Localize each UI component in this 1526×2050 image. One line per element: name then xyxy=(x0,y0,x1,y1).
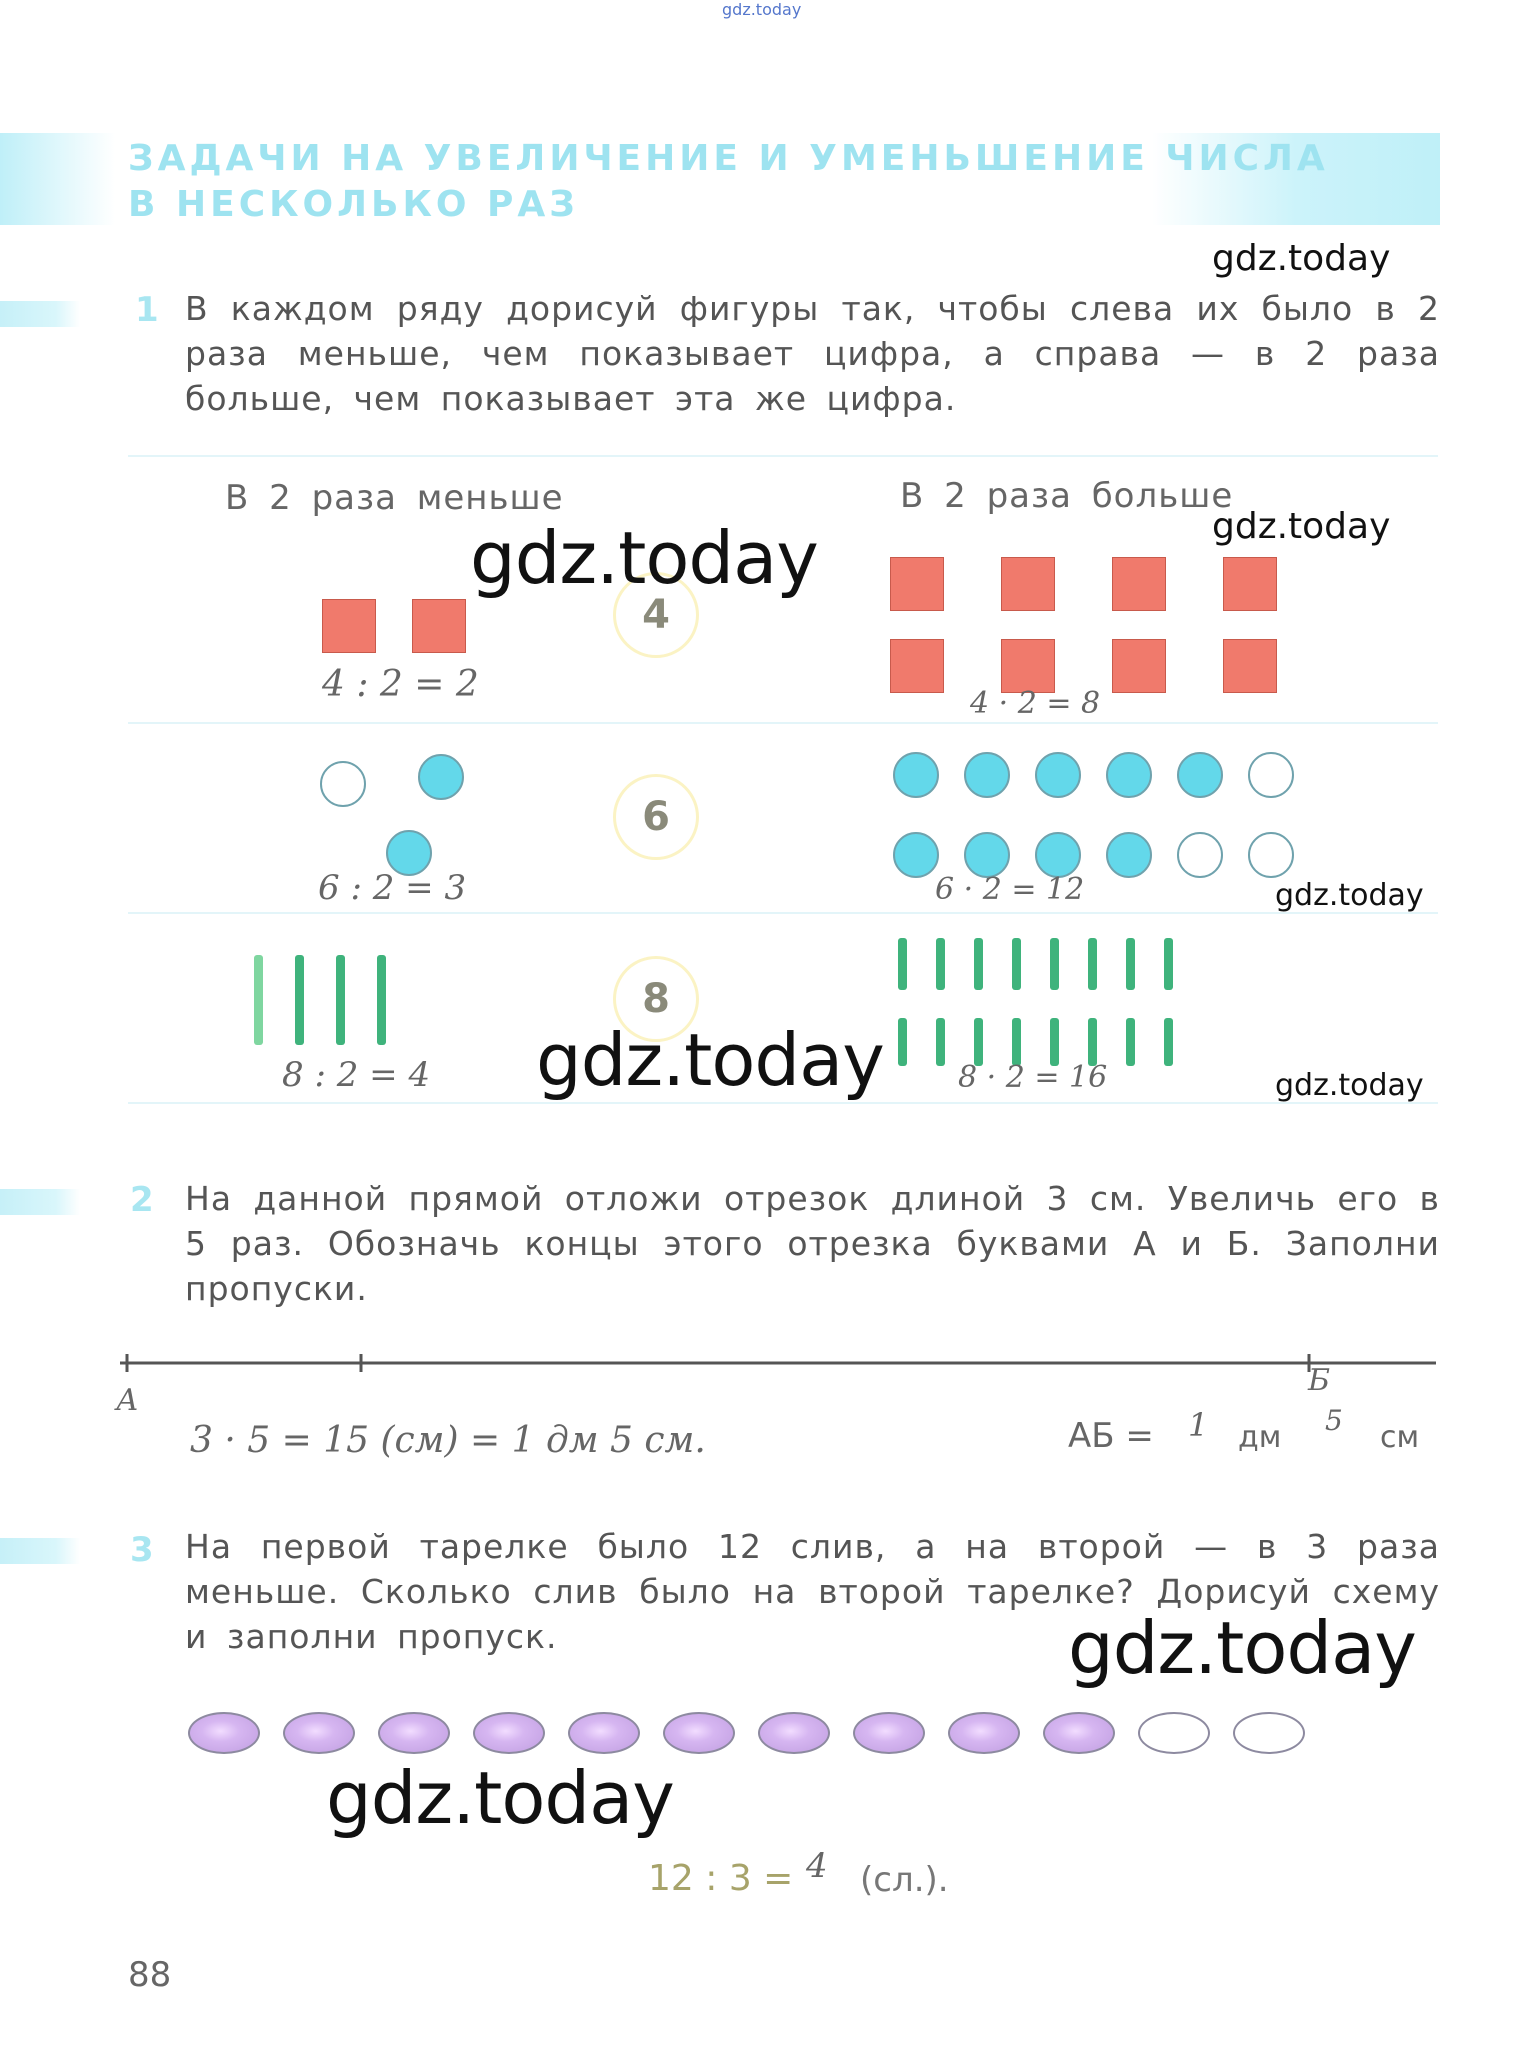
stick-shape xyxy=(1050,938,1059,990)
plum-shape xyxy=(948,1712,1020,1754)
digit-4-circle: 4 xyxy=(613,572,699,658)
stick-shape xyxy=(936,1018,945,1066)
row-4-left-expression: 4 : 2 = 2 xyxy=(322,664,479,705)
square-shape xyxy=(1001,557,1055,611)
stick-shape xyxy=(936,938,945,990)
stick-shape xyxy=(1012,938,1021,990)
plum-shape xyxy=(283,1712,355,1754)
square-shape xyxy=(890,557,944,611)
watermark: gdz.today xyxy=(1275,1068,1424,1103)
row-6-right-expression: 6 · 2 = 12 xyxy=(935,872,1085,907)
unit-cm: см xyxy=(1380,1420,1420,1455)
stick-shape xyxy=(1126,938,1135,990)
row-8-right-expression: 8 · 2 = 16 xyxy=(958,1060,1108,1095)
square-shape xyxy=(1223,557,1277,611)
stick-shape xyxy=(295,955,304,1045)
square-shape xyxy=(1001,639,1055,693)
circle-shape xyxy=(320,761,366,807)
watermark-top: gdz.today xyxy=(722,0,802,19)
circle-shape xyxy=(893,752,939,798)
circle-shape xyxy=(964,752,1010,798)
heading-line-2: В НЕСКОЛЬКО РАЗ xyxy=(128,184,579,225)
row-8-left-expression: 8 : 2 = 4 xyxy=(282,1055,431,1095)
plum-shape xyxy=(568,1712,640,1754)
digit-8-circle: 8 xyxy=(613,956,699,1042)
square-shape xyxy=(1112,557,1166,611)
stick-shape xyxy=(1164,1018,1173,1066)
stick-shape xyxy=(336,955,345,1045)
stick-shape xyxy=(898,1018,907,1066)
page-heading xyxy=(128,136,1329,228)
square-shape xyxy=(890,639,944,693)
stick-shape xyxy=(377,955,386,1045)
table-row-divider-2 xyxy=(128,912,1438,914)
square-shape xyxy=(322,599,376,653)
task-3-text: На первой тарелке было 12 слив, а на второй — в 3 раза меньше. Сколько слив было на второй тарелке? Дорисуй схему и заполни пропуск. xyxy=(185,1527,1440,1656)
table-row-divider-1 xyxy=(128,722,1438,724)
square-shape xyxy=(412,599,466,653)
stick-shape xyxy=(1088,1018,1097,1066)
watermark: gdz.today xyxy=(1212,238,1391,279)
page-number: 88 xyxy=(128,1955,172,1995)
watermark: gdz.today xyxy=(470,516,818,600)
watermark: gdz.today xyxy=(1068,1606,1416,1690)
row-4-right-expression: 4 · 2 = 8 xyxy=(970,686,1101,721)
stick-shape xyxy=(974,1018,983,1066)
plum-shape xyxy=(853,1712,925,1754)
column-header-left: В 2 раза меньше xyxy=(225,478,564,518)
circle-shape xyxy=(1248,832,1294,878)
circle-shape xyxy=(893,832,939,878)
stick-shape xyxy=(974,938,983,990)
column-header-right: В 2 раза больше xyxy=(900,476,1234,516)
point-b-label: Б xyxy=(1308,1363,1331,1398)
square-shape xyxy=(1223,639,1277,693)
answer-cm-value: 5 xyxy=(1325,1404,1343,1437)
stick-shape xyxy=(1050,1018,1059,1066)
answer-dm-value: 1 xyxy=(1188,1406,1209,1444)
stick-shape xyxy=(898,938,907,990)
circle-shape xyxy=(1106,832,1152,878)
circle-shape xyxy=(1035,752,1081,798)
plum-shape xyxy=(378,1712,450,1754)
stick-shape xyxy=(254,955,263,1045)
watermark: gdz.today xyxy=(1275,878,1424,913)
task-3-expression-suffix: (сл.). xyxy=(860,1860,949,1900)
digit-6-circle: 6 xyxy=(613,774,699,860)
task-1-number-band xyxy=(0,301,80,327)
plum-shape xyxy=(1043,1712,1115,1754)
plum-shape xyxy=(758,1712,830,1754)
plum-shape xyxy=(473,1712,545,1754)
plum-shape xyxy=(1233,1712,1305,1754)
unit-dm: дм xyxy=(1238,1420,1282,1455)
watermark: gdz.today xyxy=(326,1756,674,1840)
task-1-text: В каждом ряду дорисуй фигуры так, чтобы слева их было в 2 раза меньше, чем показывает цифра, а справа — в 2 раза больше, чем показывает эта же цифра. xyxy=(185,289,1440,418)
stick-shape xyxy=(1088,938,1097,990)
task-3-answer: 4 xyxy=(806,1846,828,1886)
stick-shape xyxy=(1012,1018,1021,1066)
circle-shape xyxy=(1106,752,1152,798)
point-a-label: А xyxy=(116,1383,139,1418)
circle-shape xyxy=(1248,752,1294,798)
number-line xyxy=(118,1348,1438,1378)
answer-label: АБ = xyxy=(1068,1416,1154,1456)
watermark: gdz.today xyxy=(536,1018,884,1102)
task-2-number-band xyxy=(0,1189,80,1215)
row-6-left-expression: 6 : 2 = 3 xyxy=(318,868,467,908)
plum-shape xyxy=(1138,1712,1210,1754)
task-1-number: 1 xyxy=(135,290,159,330)
circle-shape xyxy=(1177,752,1223,798)
task-3-number-band xyxy=(0,1538,80,1564)
plum-shape xyxy=(188,1712,260,1754)
circle-shape xyxy=(418,754,464,800)
stick-shape xyxy=(1126,1018,1135,1066)
stick-shape xyxy=(1164,938,1173,990)
task-2-text: На данной прямой отложи отрезок длиной 3 см. Увеличь его в 5 раз. Обозначь концы этого отрезка буквами А и Б. Заполни пропуски. xyxy=(185,1179,1440,1308)
task-3-expression-prefix: 12 : 3 = xyxy=(648,1858,794,1899)
task-2-work: 3 · 5 = 15 (см) = 1 дм 5 см. xyxy=(190,1420,706,1461)
task-3-number: 3 xyxy=(130,1530,154,1570)
task-2-number: 2 xyxy=(130,1180,154,1220)
square-shape xyxy=(1112,639,1166,693)
plum-shape xyxy=(663,1712,735,1754)
table-top-line xyxy=(128,455,1438,457)
watermark: gdz.today xyxy=(1212,506,1391,547)
table-bottom-line xyxy=(128,1102,1438,1104)
circle-shape xyxy=(1177,832,1223,878)
heading-line-1: ЗАДАЧИ НА УВЕЛИЧЕНИЕ И УМЕНЬШЕНИЕ ЧИСЛА xyxy=(128,138,1329,179)
